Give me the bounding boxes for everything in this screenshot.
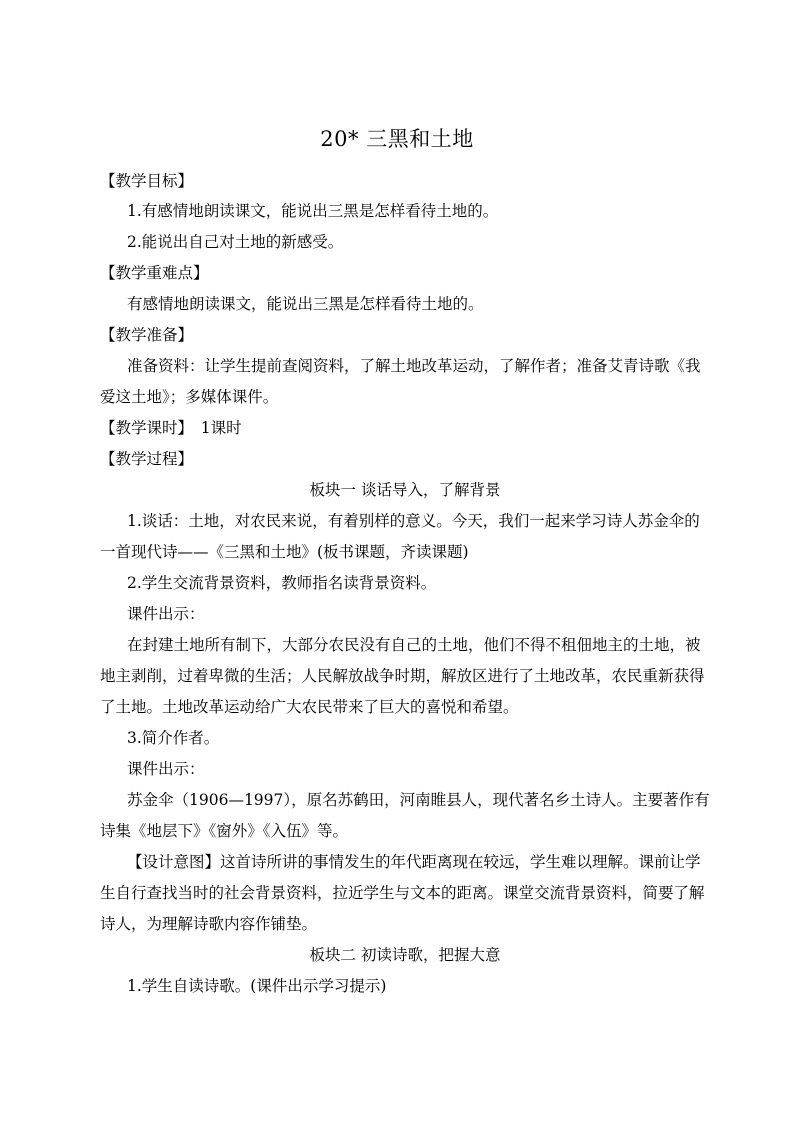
preparation-text-line-1: 准备资料：让学生提前查阅资料，了解土地改革运动，了解作者；准备艾青诗歌《我 bbox=[127, 357, 701, 375]
paragraph-line: 1.学生自读诗歌。(课件出示学习提示) bbox=[127, 977, 387, 995]
paragraph-line: 一首现代诗——《三黑和土地》(板书课题，齐读课题) bbox=[100, 543, 469, 561]
section-heading-key-points: 【教学重难点】 bbox=[100, 264, 209, 282]
block-heading-2: 板块二 初读诗歌，把握大意 bbox=[309, 946, 501, 964]
block-heading-1: 板块一 谈话导入，了解背景 bbox=[309, 481, 501, 499]
section-heading-preparation: 【教学准备】 bbox=[100, 326, 194, 344]
design-intent-line: 【设计意图】这首诗所讲的事情发生的年代距离现在较远，学生难以理解。课前让学 bbox=[127, 853, 701, 871]
courseware-label: 课件出示： bbox=[127, 605, 205, 623]
paragraph-line: 3.简介作者。 bbox=[127, 729, 220, 747]
paragraph-line: 苏金伞（1906—1997），原名苏鹤田，河南睢县人，现代著名乡土诗人。主要著作有 bbox=[127, 791, 710, 809]
key-points-text: 有感情地朗读课文，能说出三黑是怎样看待土地的。 bbox=[127, 295, 484, 313]
section-heading-goals: 【教学目标】 bbox=[100, 172, 194, 190]
section-heading-periods: 【教学课时】 1课时 bbox=[100, 419, 242, 437]
preparation-text-line-2: 爱这土地》；多媒体课件。 bbox=[100, 388, 279, 406]
paragraph-line: 1.谈话：土地，对农民来说，有着别样的意义。今天，我们一起来学习诗人苏金伞的 bbox=[127, 512, 700, 530]
paragraph-line: 2.学生交流背景资料，教师指名读背景资料。 bbox=[127, 574, 437, 592]
section-heading-process: 【教学过程】 bbox=[100, 450, 194, 468]
design-intent-line: 生自行查找当时的社会背景资料，拉近学生与文本的距离。课堂交流背景资料，简要了解 bbox=[100, 884, 705, 902]
paragraph-line: 诗集《地层下》《窗外》《入伍》等。 bbox=[100, 822, 349, 840]
paragraph-line: 了土地。土地改革运动给广大农民带来了巨大的喜悦和希望。 bbox=[100, 698, 519, 716]
goal-item-2: 2.能说出自己对土地的新感受。 bbox=[127, 233, 344, 251]
paragraph-line: 在封建土地所有制下，大部分农民没有自己的土地，他们不得不租佃地主的土地，被 bbox=[127, 636, 701, 654]
paragraph-line: 地主剥削，过着卑微的生活；人民解放战争时期，解放区进行了土地改革，农民重新获得 bbox=[100, 667, 705, 685]
design-intent-line: 诗人，为理解诗歌内容作铺垫。 bbox=[100, 915, 318, 933]
document-title: 20* 三黑和土地 bbox=[320, 127, 474, 151]
goal-item-1: 1.有感情地朗读课文，能说出三黑是怎样看待土地的。 bbox=[127, 202, 499, 220]
courseware-label: 课件出示： bbox=[127, 760, 205, 778]
